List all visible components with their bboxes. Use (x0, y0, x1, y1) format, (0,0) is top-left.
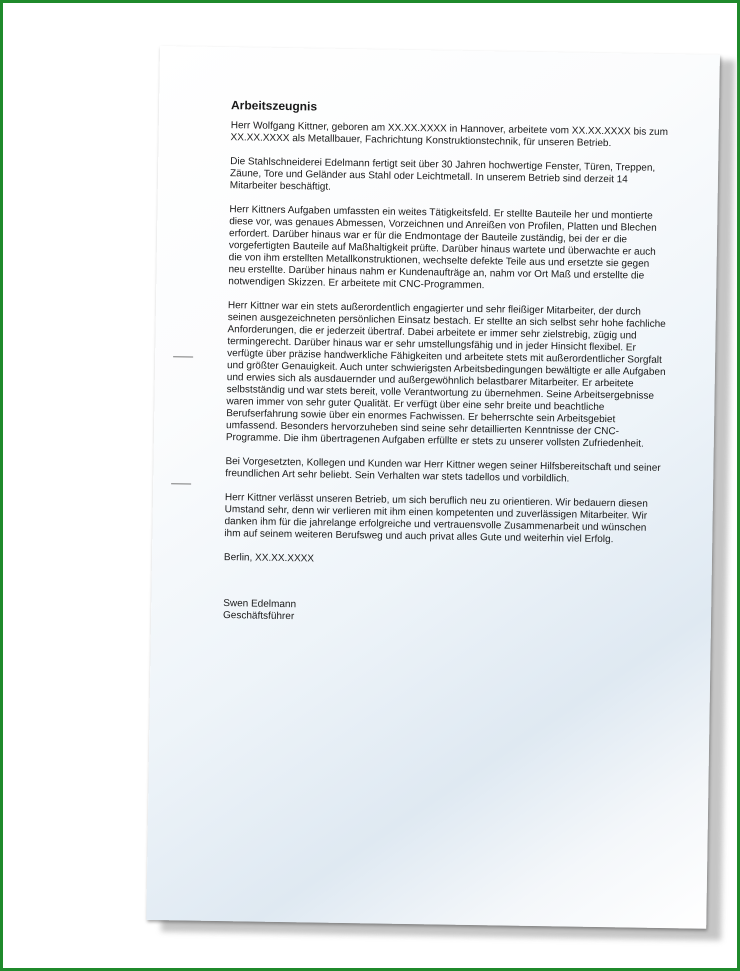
paragraph-closing: Herr Kittner verlässt unseren Betrieb, um sich beruflich neu zu orientieren. Wir bedauern diesen Umstand sehr, denn wir verlieren mit ihm einen kompetenten und zuverlässigen Mitarbeiter. Wir danken ihm für die jahrelange erfolgreiche und vertrauensvolle Zusammenarbeit und wünschen ihm auf seinem weiteren Berufsweg und auch privat alles Gute und weiterhin viel Erfolg. (224, 492, 648, 546)
fold-mark-top (173, 356, 193, 357)
paragraph-conduct: Bei Vorgesetzten, Kollegen und Kunden war Herr Kittner wegen seiner Hilfsbereitschaft und seiner freundlichen Art sehr beliebt. Sein Verhalten war stets tadellos und vorbildlich. (225, 456, 661, 485)
place-date: Berlin, XX.XX.XXXX (223, 552, 315, 565)
signature-role: Geschäftsführer (222, 610, 295, 623)
paragraph-tasks: Herr Kittners Aufgaben umfassten ein weites Tätigkeitsfeld. Er stellte Bauteile her und montierte diese vor, was genaues Abmessen, Vorzeichnen und Anreißen von Profilen, Platten und Blechen erfordert. Darüber hinaus war er für die Endmontage der Bauteile zuständig, bei der er die vorgefertigten Bauteile auf Maßhaltigkeit prüfte. Darüber hinaus wartete und überwachte er auch die von ihm erstellten Metallkonstruktionen, wechselte defekte Teile aus und ersetzte sie gegen neu erstellte. Darüber hinaus nahm er Kundenaufträge an, nahm vor Ort Maß und erstellte die notwendigen Skizzen. Er arbeitete mit CNC-Programmen. (228, 204, 657, 292)
paragraph-company: Die Stahlschneiderei Edelmann fertigt seit über 30 Jahren hochwertige Fenster, Türen, Treppen, Zäune, Tore und Geländer aus Stahl oder Leichtmetall. In unserem Betrieb sind derzeit 14 Mitarbeiter beschäftigt. (229, 156, 656, 193)
document-body (223, 99, 671, 629)
paragraph-intro: Herr Wolfgang Kittner, geboren am XX.XX.XXXX in Hannover, arbeitete vom XX.XX.XXXX bis zum XX.XX.XXXX als Metallbauer, Fachrichtung Konstruktionstechnik, für unseren Betrieb. (230, 120, 669, 150)
document-page (146, 46, 720, 929)
paragraph-performance: Herr Kittner war ein stets außerordentlich engagierter und sehr fleißiger Mitarbeiter, der durch seinen ausgezeichneten persönlichen Einsatz bestach. Er stellte an sich selbst sehr hohe fachliche Anforderungen, die er jederzeit übertraf. Dabei arbeitete er immer sehr zielstrebig, zügig und termingerecht. Darüber hinaus war er sehr umstellungsfähig und in jeder Hinsicht flexibel. Er verfügte über präzise handwerkliche Fähigkeiten und arbeitete stets mit außerordentlicher Sorgfalt und größter Genauigkeit. Auch unter schwierigsten Arbeitsbedingungen bewältigte er alle Aufgaben und erwies sich als ausdauernder und außergewöhnlich belastbarer Mitarbeiter. Er arbeitete selbstständig und war stets bereit, volle Verantwortung zu übernehmen. Seine Arbeitsergebnisse waren immer von sehr guter Qualität. Er verfügt über eine sehr breite und beachtliche Berufserfahrung sowie über ein enormes Fachwissen. Er beherrschte sein Arbeitsgebiet umfassend. Besonders hervorzuheben sind seine sehr detaillierten Kenntnisse der CNC-Programme. Die ihm übertragenen Aufgaben erfüllte er stets zu unserer vollsten Zufriedenheit. (225, 300, 666, 450)
signature-name: Swen Edelmann (223, 598, 297, 611)
punch-mark (171, 483, 191, 484)
document-title: Arbeitszeugnis (230, 98, 318, 114)
